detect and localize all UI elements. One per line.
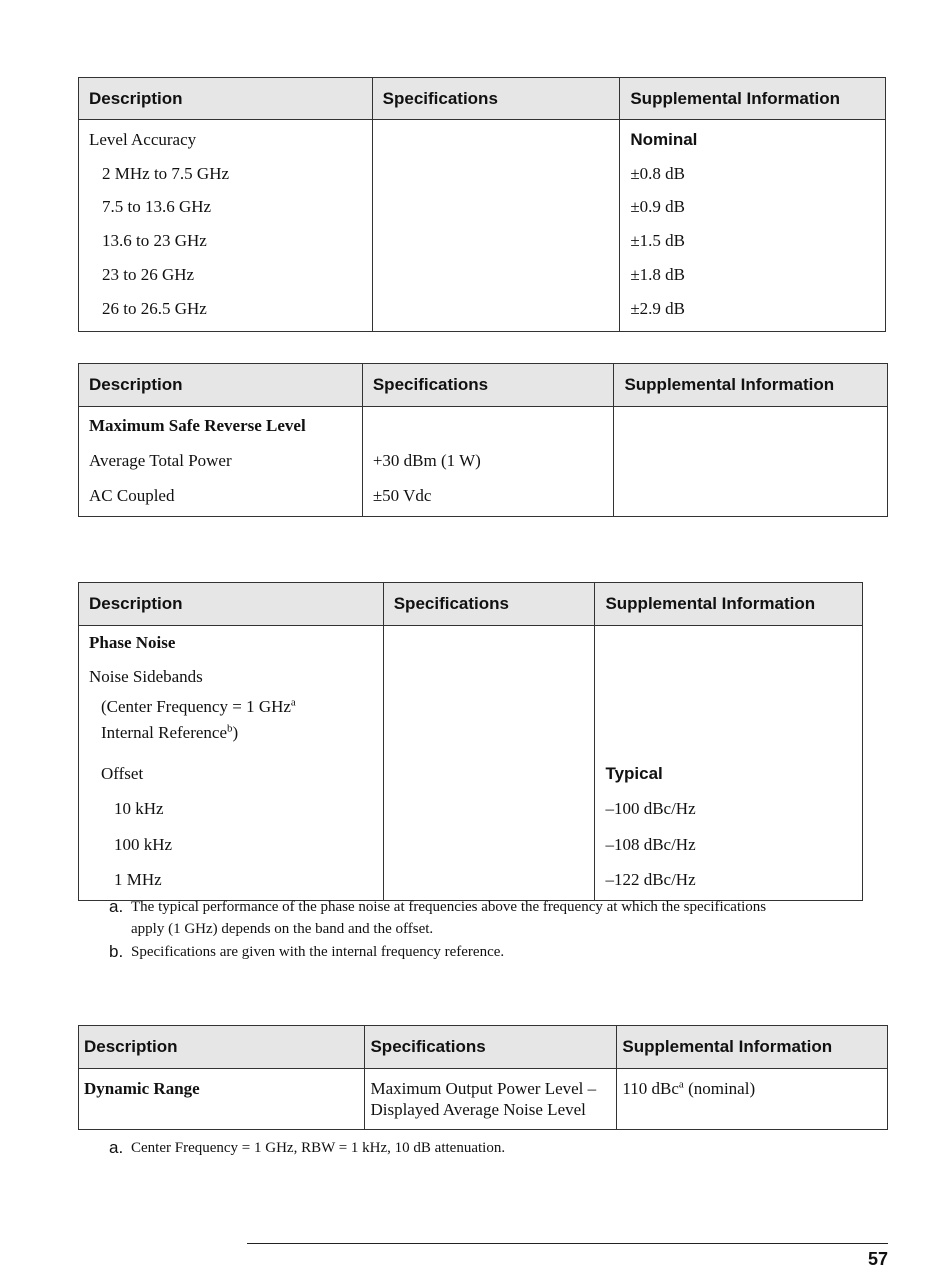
page-number: 57 <box>867 1249 888 1269</box>
header-description: Description <box>79 364 363 407</box>
footnote-b: b. Specifications are given with the internal frequency reference. <box>109 942 505 961</box>
spec-line: Displayed Average Noise Level <box>370 1100 586 1119</box>
spec-value: ±50 Vdc <box>372 486 432 505</box>
freq-range: 23 to 26 GHz <box>102 264 195 284</box>
specifications-cell <box>362 407 614 517</box>
header-supplemental: Supplemental Information <box>620 78 886 120</box>
footnote-a: a. The typical performance of the phase noise at frequencies above the frequency at which the specifications apply (1 GHz) depends on the band and the offset. <box>109 896 869 942</box>
freq-range: 7.5 to 13.6 GHz <box>102 197 212 217</box>
level-accuracy-table <box>78 77 886 332</box>
header-description: Description <box>79 78 373 120</box>
center-frequency-note: (Center Frequency = 1 GHz$^a$ <box>101 696 296 716</box>
supplemental-cell <box>620 120 886 332</box>
freq-range: 13.6 to 23 GHz <box>102 231 207 251</box>
description-cell <box>79 120 373 332</box>
footer-rule <box>247 1243 888 1244</box>
header-supplemental: Supplemental Information <box>614 364 888 407</box>
description-cell <box>79 1069 365 1130</box>
header-specifications: Specifications <box>365 1026 617 1069</box>
nominal-label: Nominal <box>630 130 698 149</box>
offset-label: Offset <box>101 764 144 783</box>
internal-reference-note: Internal Reference$^b$) <box>101 722 239 742</box>
phase-noise-value: –122 dBc/Hz <box>605 870 696 889</box>
accuracy-value: ±2.9 dB <box>630 298 686 318</box>
footnote-line: Specifications are given with the internal frequency reference. <box>131 944 505 960</box>
footnote-line: The typical performance of the phase noise at frequencies above the frequency at which the specifications <box>131 899 767 915</box>
phase-noise-table <box>78 582 863 901</box>
header-specifications: Specifications <box>372 78 620 120</box>
footnote-line: apply (1 GHz) depends on the band and the offset. <box>131 921 434 937</box>
phase-noise-value: –108 dBc/Hz <box>605 834 696 854</box>
accuracy-value: ±1.8 dB <box>630 264 686 284</box>
reverse-level-title: Maximum Safe Reverse Level <box>89 416 306 435</box>
description-cell <box>79 626 384 901</box>
spec-line: Maximum Output Power Level – <box>370 1079 597 1098</box>
specifications-cell <box>372 120 620 332</box>
specifications-cell <box>365 1069 617 1130</box>
offset-value: 10 kHz <box>114 799 164 818</box>
row-label: Average Total Power <box>89 451 232 470</box>
phase-noise-value: –100 dBc/Hz <box>605 799 696 818</box>
accuracy-value: ±0.8 dB <box>630 163 686 183</box>
footnote-a: a. Center Frequency = 1 GHz, RBW = 1 kHz, 10 dB attenuation. <box>109 1138 506 1157</box>
specifications-cell <box>383 626 595 901</box>
spec-value: +30 dBm (1 W) <box>372 451 481 470</box>
accuracy-value: ±0.9 dB <box>630 197 686 217</box>
footnote-line: Center Frequency = 1 GHz, RBW = 1 kHz, 10 dB attenuation. <box>131 1140 506 1156</box>
supplemental-cell <box>617 1069 888 1130</box>
offset-value: 100 kHz <box>114 834 173 854</box>
level-accuracy-title: Level Accuracy <box>89 130 197 149</box>
supplemental-cell <box>614 407 888 517</box>
header-specifications: Specifications <box>383 583 595 626</box>
offset-value: 1 MHz <box>114 870 162 889</box>
header-supplemental: Supplemental Information <box>617 1026 888 1069</box>
phase-noise-title: Phase Noise <box>89 633 176 652</box>
accuracy-value: ±1.5 dB <box>630 231 686 251</box>
dynamic-range-title: Dynamic Range <box>84 1079 200 1098</box>
header-supplemental: Supplemental Information <box>595 583 863 626</box>
reverse-level-table <box>78 363 888 517</box>
row-label: AC Coupled <box>89 486 175 505</box>
dynamic-range-table <box>78 1025 888 1130</box>
freq-range: 2 MHz to 7.5 GHz <box>102 163 230 183</box>
header-description: Description <box>79 583 384 626</box>
supplemental-cell <box>595 626 863 901</box>
typical-label: Typical <box>605 764 663 783</box>
freq-range: 26 to 26.5 GHz <box>102 298 207 318</box>
header-description: Description <box>79 1026 365 1069</box>
noise-sidebands-label: Noise Sidebands <box>89 667 203 686</box>
header-specifications: Specifications <box>362 364 614 407</box>
description-cell <box>79 407 363 517</box>
dynamic-range-value: 110 dBc$^a$ (nominal) <box>622 1078 756 1098</box>
